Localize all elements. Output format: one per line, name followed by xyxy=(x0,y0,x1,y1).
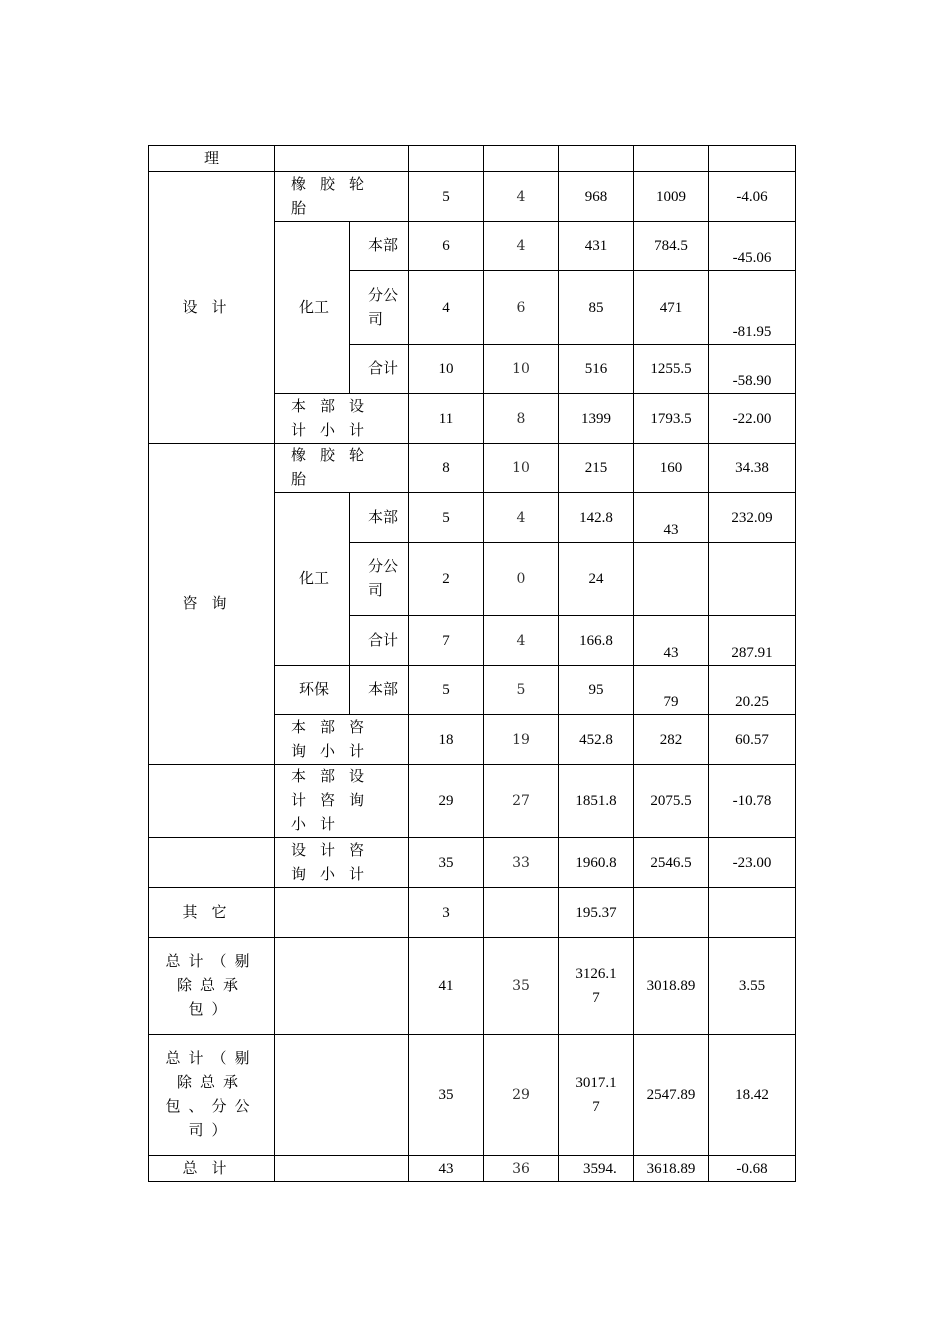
value-cell: 160 xyxy=(634,444,709,493)
value-cell: 2547.89 xyxy=(634,1035,709,1156)
total-label: 总计（剔除总承包） xyxy=(149,938,275,1035)
value-cell: 2 xyxy=(409,543,484,616)
value-cell: 6 xyxy=(409,222,484,271)
table-row xyxy=(149,938,796,1035)
value-cell: 287.91 xyxy=(709,616,796,666)
value-cell: 3126.17 xyxy=(559,938,634,1035)
value-cell: -22.00 xyxy=(709,394,796,444)
value-cell: 471 xyxy=(634,271,709,345)
empty-cell xyxy=(709,146,796,172)
value-cell: 41 xyxy=(409,938,484,1035)
value-cell: 35 xyxy=(484,938,559,1035)
unit-cell: 本部 xyxy=(350,666,409,715)
value-cell: -10.78 xyxy=(709,765,796,838)
value-cell: 43 xyxy=(634,493,709,543)
empty-cell xyxy=(634,146,709,172)
value-cell: 18.42 xyxy=(709,1035,796,1156)
value-cell: 27 xyxy=(484,765,559,838)
subtotal-label: 本部设计小计 xyxy=(275,394,409,444)
value-cell: 35 xyxy=(409,1035,484,1156)
empty-cell xyxy=(484,146,559,172)
value-cell: 4 xyxy=(484,222,559,271)
table-row xyxy=(149,172,796,222)
value-cell: 3018.89 xyxy=(634,938,709,1035)
value-cell: 7 xyxy=(409,616,484,666)
category-consulting: 咨询 xyxy=(149,444,275,765)
table-row xyxy=(149,146,796,172)
value-cell: 282 xyxy=(634,715,709,765)
value-cell: 232.09 xyxy=(709,493,796,543)
value-cell: 34.38 xyxy=(709,444,796,493)
value-cell: 85 xyxy=(559,271,634,345)
empty-cell xyxy=(409,146,484,172)
value-cell: 142.8 xyxy=(559,493,634,543)
category-other: 其它 xyxy=(149,888,275,938)
grand-total-label: 总计 xyxy=(149,1156,275,1182)
value-cell: 3017.17 xyxy=(559,1035,634,1156)
statistics-table xyxy=(148,145,796,1182)
empty-cell xyxy=(275,1156,409,1182)
value-cell: 452.8 xyxy=(559,715,634,765)
table-row xyxy=(149,838,796,888)
value-cell: 95 xyxy=(559,666,634,715)
empty-cell xyxy=(149,765,275,838)
value-cell: 6 xyxy=(484,271,559,345)
empty-cell xyxy=(275,938,409,1035)
empty-cell xyxy=(149,838,275,888)
unit-cell: 分公司 xyxy=(350,271,409,345)
value-cell: 24 xyxy=(559,543,634,616)
empty-cell xyxy=(709,888,796,938)
value-cell: 215 xyxy=(559,444,634,493)
value-cell: 18 xyxy=(409,715,484,765)
value-cell: 3594. xyxy=(559,1156,634,1182)
value-cell: 2075.5 xyxy=(634,765,709,838)
category-cell: 理 xyxy=(149,146,275,172)
value-cell: 2546.5 xyxy=(634,838,709,888)
subcategory-cell: 橡胶轮胎 xyxy=(275,444,409,493)
subcategory-cell: 化工 xyxy=(275,493,350,666)
value-cell: -58.90 xyxy=(709,345,796,394)
value-cell: 4 xyxy=(484,616,559,666)
value-cell: 29 xyxy=(484,1035,559,1156)
table-row xyxy=(149,444,796,493)
value-cell: 3618.89 xyxy=(634,1156,709,1182)
table-row xyxy=(149,888,796,938)
value-cell: 35 xyxy=(409,838,484,888)
value-cell: 4 xyxy=(409,271,484,345)
value-cell: 1851.8 xyxy=(559,765,634,838)
empty-cell xyxy=(275,146,409,172)
empty-cell xyxy=(275,888,409,938)
value-cell: 195.37 xyxy=(559,888,634,938)
value-cell: 79 xyxy=(634,666,709,715)
subcategory-cell: 化工 xyxy=(275,222,350,394)
value-cell: 36 xyxy=(484,1156,559,1182)
value-cell: 3.55 xyxy=(709,938,796,1035)
category-design: 设计 xyxy=(149,172,275,444)
empty-cell xyxy=(709,543,796,616)
value-cell: 8 xyxy=(409,444,484,493)
value-cell: 19 xyxy=(484,715,559,765)
value-cell: 5 xyxy=(409,493,484,543)
subtotal-label: 设计咨询小计 xyxy=(275,838,409,888)
unit-cell: 合计 xyxy=(350,345,409,394)
value-cell: -23.00 xyxy=(709,838,796,888)
subcategory-cell: 环保 xyxy=(275,666,350,715)
empty-cell xyxy=(559,146,634,172)
value-cell: 516 xyxy=(559,345,634,394)
unit-cell: 分公司 xyxy=(350,543,409,616)
value-cell: 1399 xyxy=(559,394,634,444)
unit-cell: 合计 xyxy=(350,616,409,666)
value-cell: -0.68 xyxy=(709,1156,796,1182)
value-cell: 43 xyxy=(634,616,709,666)
value-cell: 5 xyxy=(409,172,484,222)
table-row xyxy=(149,1035,796,1156)
unit-cell: 本部 xyxy=(350,222,409,271)
value-cell: 5 xyxy=(484,666,559,715)
empty-cell xyxy=(634,888,709,938)
value-cell: 431 xyxy=(559,222,634,271)
value-cell: 968 xyxy=(559,172,634,222)
table-row xyxy=(149,765,796,838)
value-cell: 166.8 xyxy=(559,616,634,666)
subtotal-label: 本部咨询小计 xyxy=(275,715,409,765)
empty-cell xyxy=(484,888,559,938)
value-cell: 60.57 xyxy=(709,715,796,765)
value-cell: 3 xyxy=(409,888,484,938)
total-label: 总计（剔除总承包、分公司） xyxy=(149,1035,275,1156)
value-cell: 1793.5 xyxy=(634,394,709,444)
value-cell: 784.5 xyxy=(634,222,709,271)
empty-cell xyxy=(634,543,709,616)
value-cell: 1960.8 xyxy=(559,838,634,888)
value-cell: 1255.5 xyxy=(634,345,709,394)
empty-cell xyxy=(275,1035,409,1156)
value-cell: 29 xyxy=(409,765,484,838)
value-cell: 4 xyxy=(484,172,559,222)
value-cell: 11 xyxy=(409,394,484,444)
value-cell: 8 xyxy=(484,394,559,444)
value-cell: 33 xyxy=(484,838,559,888)
value-cell: 10 xyxy=(409,345,484,394)
subtotal-label: 本部设计咨询小计 xyxy=(275,765,409,838)
value-cell: 5 xyxy=(409,666,484,715)
value-cell: 4 xyxy=(484,493,559,543)
value-cell: 1009 xyxy=(634,172,709,222)
value-cell: -4.06 xyxy=(709,172,796,222)
unit-cell: 本部 xyxy=(350,493,409,543)
table-row xyxy=(149,1156,796,1182)
value-cell: 0 xyxy=(484,543,559,616)
value-cell: -81.95 xyxy=(709,271,796,345)
value-cell: 20.25 xyxy=(709,666,796,715)
value-cell: 43 xyxy=(409,1156,484,1182)
value-cell: -45.06 xyxy=(709,222,796,271)
value-cell: 10 xyxy=(484,345,559,394)
subcategory-cell: 橡胶轮胎 xyxy=(275,172,409,222)
value-cell: 10 xyxy=(484,444,559,493)
